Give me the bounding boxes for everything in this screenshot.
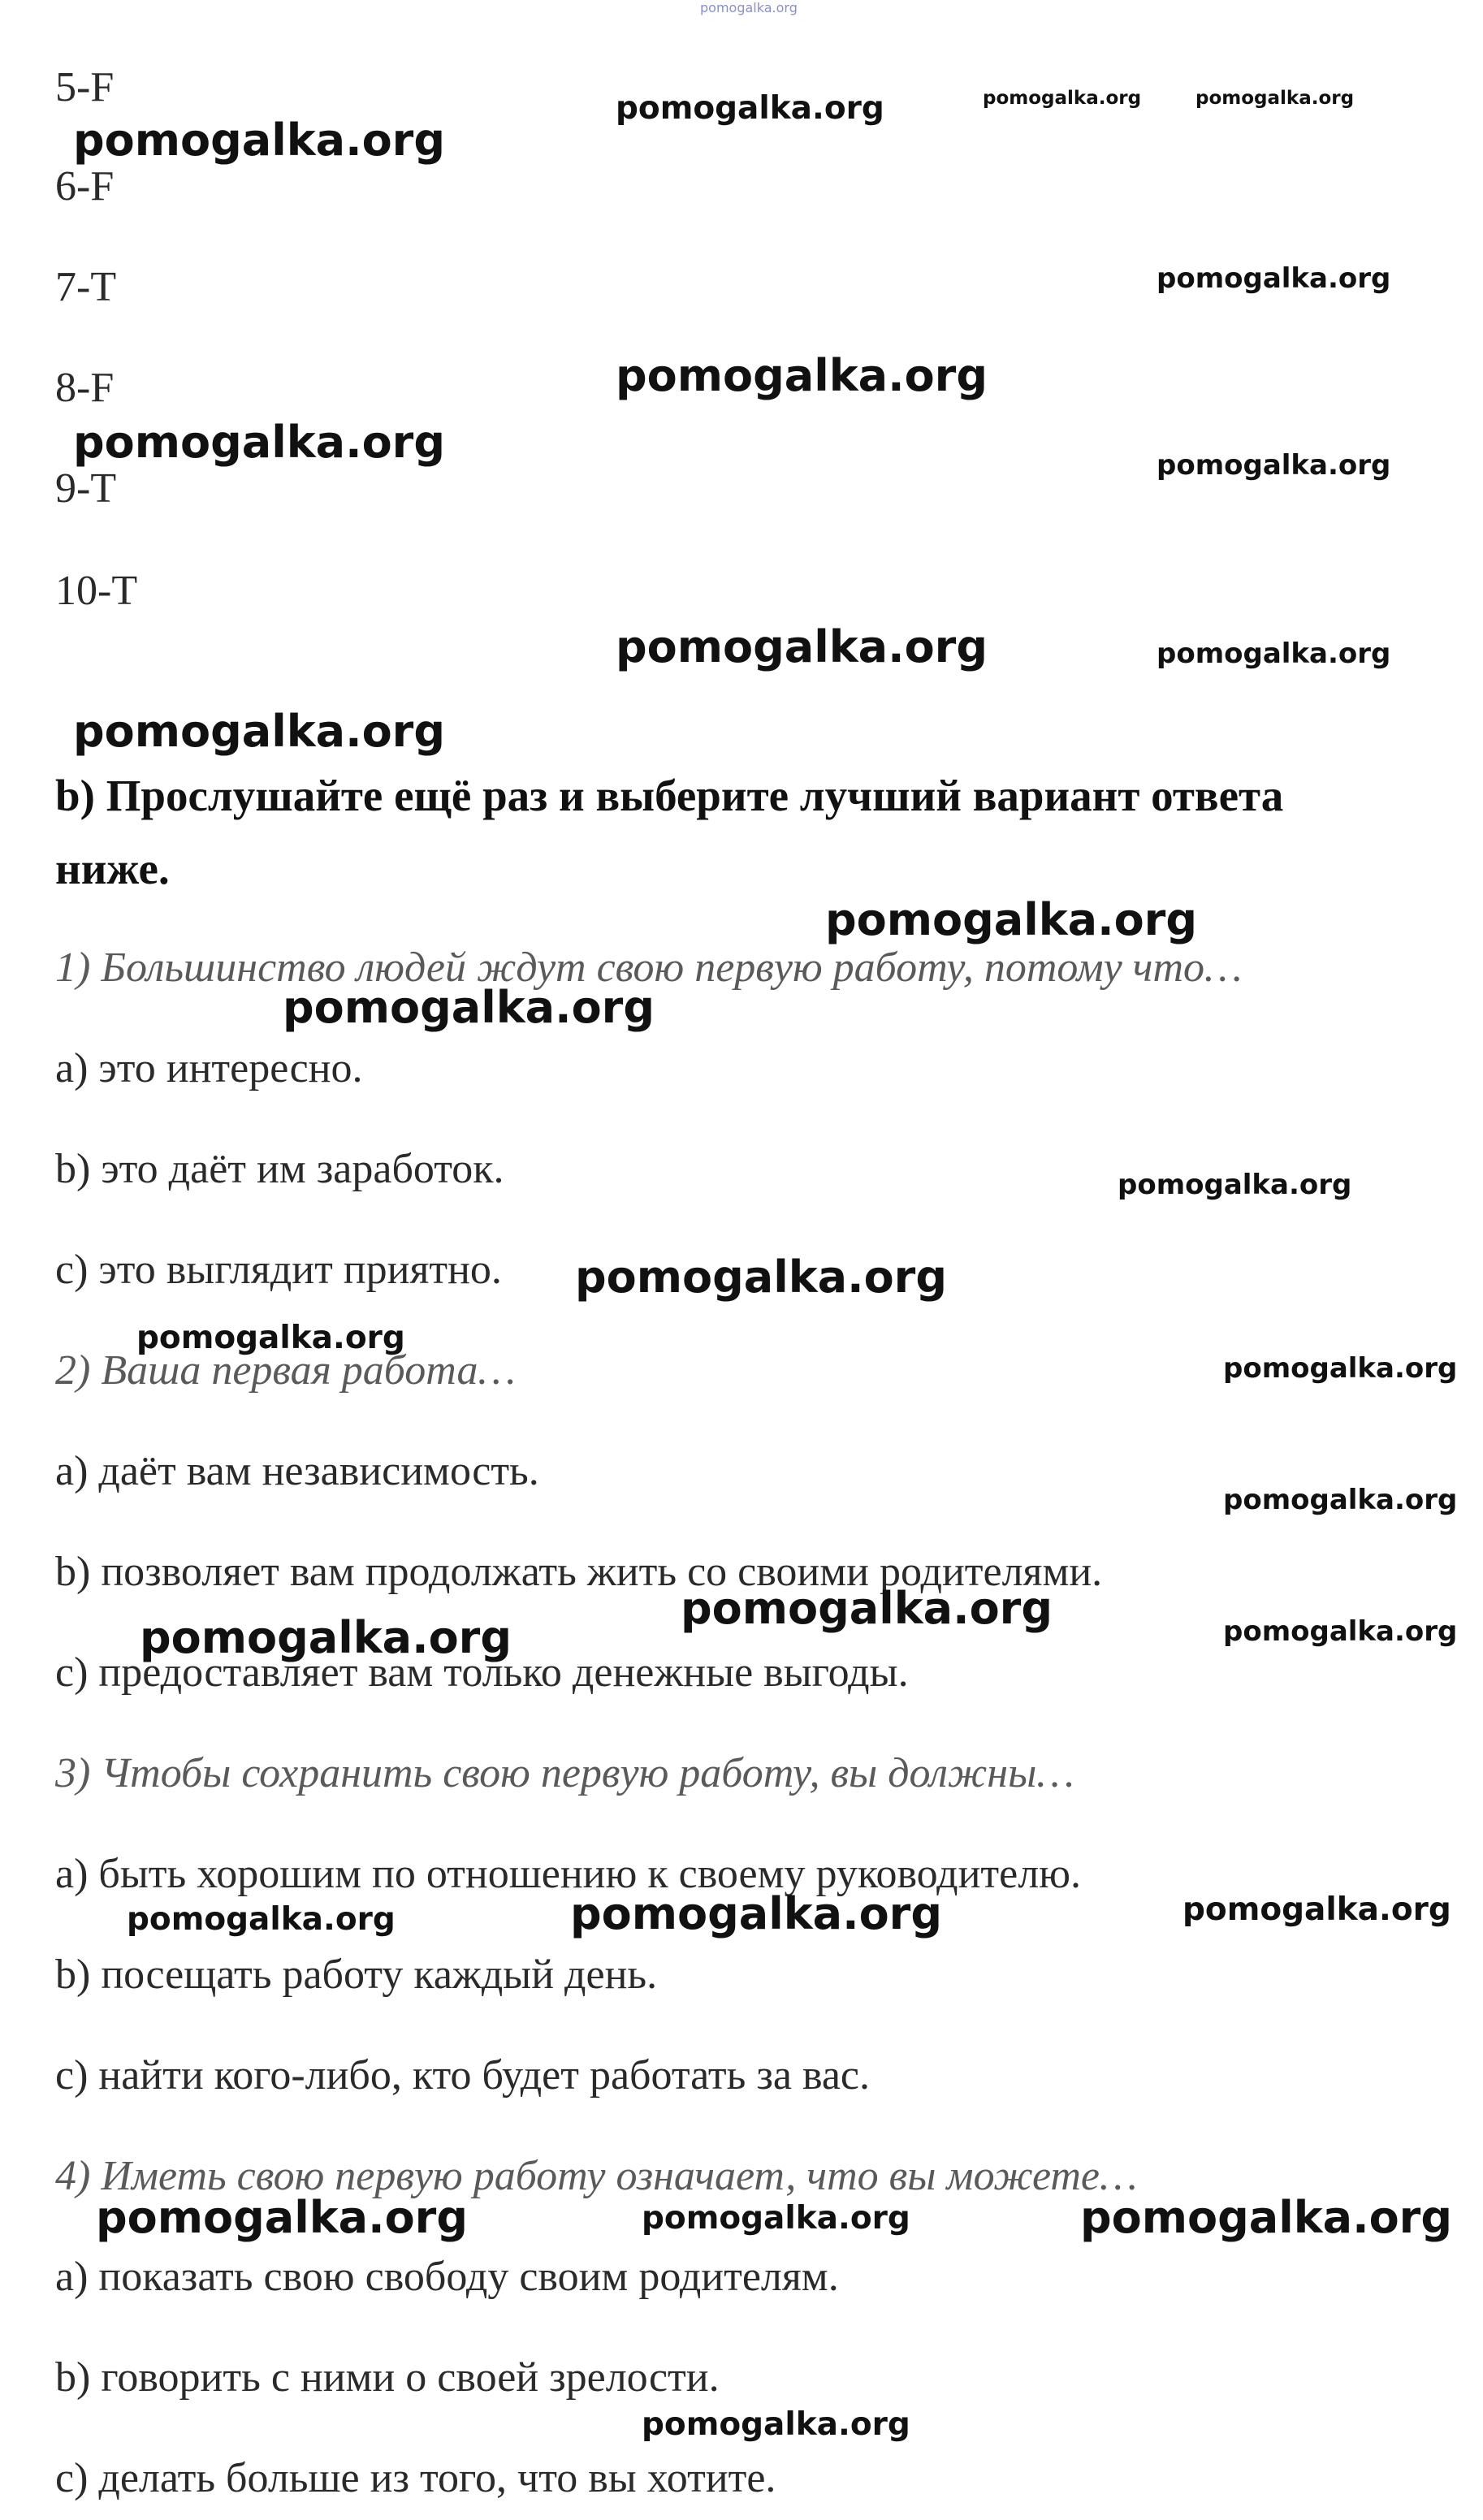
question-2-option-b: b) позволяет вам продолжать жить со своими родителями.	[55, 1549, 1103, 1595]
watermark: pomogalka.org	[1195, 88, 1355, 109]
answer-5: 5-F	[55, 64, 115, 110]
watermark: pomogalka.org	[283, 982, 655, 1033]
question-4-prompt: 4) Иметь свою первую работу означает, что вы можете…	[55, 2153, 1138, 2199]
watermark: pomogalka.org	[616, 621, 988, 672]
question-4-option-a: a) показать свою свободу своим родителям.	[55, 2254, 839, 2300]
question-2-option-c: c) предоставляет вам только денежные выгоды.	[55, 1649, 909, 1696]
watermark: pomogalka.org	[1157, 449, 1391, 482]
answer-9: 9-T	[55, 465, 117, 512]
question-1-option-b: b) это даёт им заработок.	[55, 1146, 504, 1192]
watermark: pomogalka.org	[825, 894, 1197, 945]
section-heading-line2: ниже.	[55, 844, 170, 893]
watermark: pomogalka.org	[575, 1251, 947, 1303]
watermark: pomogalka.org	[642, 2406, 910, 2443]
watermark: pomogalka.org	[983, 88, 1142, 109]
question-2-option-a: a) даёт вам независимость.	[55, 1448, 539, 1494]
question-3-option-a: a) быть хорошим по отношению к своему руководителю.	[55, 1851, 1082, 1897]
watermark: pomogalka.org	[1080, 2192, 1452, 2243]
answer-6: 6-F	[55, 163, 115, 210]
watermark: pomogalka.org	[73, 417, 445, 468]
question-3-option-c: c) найти кого-либо, кто будет работать за вас.	[55, 2052, 871, 2099]
question-4-option-b: b) говорить с ними о своей зрелости.	[55, 2354, 720, 2401]
watermark: pomogalka.org	[136, 1320, 405, 1356]
question-3-option-b: b) посещать работу каждый день.	[55, 1952, 658, 1998]
watermark: pomogalka.org	[96, 2192, 468, 2243]
watermark: pomogalka.org	[1118, 1169, 1352, 1201]
question-2-prompt: 2) Ваша первая работа…	[55, 1347, 516, 1394]
question-1-option-c: c) это выглядит приятно.	[55, 1247, 502, 1293]
watermark: pomogalka.org	[73, 115, 445, 166]
watermark: pomogalka.org	[1223, 1352, 1458, 1385]
watermark: pomogalka.org	[642, 2200, 910, 2237]
answer-8: 8-F	[55, 365, 115, 411]
question-1-option-a: a) это интересно.	[55, 1045, 363, 1091]
watermark: pomogalka.org	[127, 1901, 396, 1938]
question-1-prompt: 1) Большинство людей ждут свою первую работу, потому что…	[55, 944, 1243, 991]
question-4-option-c: c) делать больше из того, что вы хотите.	[55, 2455, 776, 2501]
watermark: pomogalka.org	[616, 350, 988, 401]
watermark: pomogalka.org	[140, 1612, 512, 1663]
watermark: pomogalka.org	[570, 1888, 942, 1939]
question-3-prompt: 3) Чтобы сохранить свою первую работу, вы должны…	[55, 1750, 1074, 1796]
watermark: pomogalka.org	[1157, 262, 1391, 295]
watermark: pomogalka.org	[616, 90, 884, 127]
watermark: pomogalka.org	[73, 706, 445, 757]
answer-7: 7-T	[55, 264, 117, 310]
watermark: pomogalka.org	[1223, 1615, 1458, 1648]
watermark: pomogalka.org	[1157, 638, 1391, 670]
watermark: pomogalka.org	[681, 1583, 1053, 1634]
watermark: pomogalka.org	[700, 0, 798, 15]
watermark: pomogalka.org	[1183, 1891, 1451, 1928]
answer-10: 10-T	[55, 568, 138, 614]
section-heading-line1: b) Прослушайте ещё раз и выберите лучший вариант ответа	[55, 771, 1284, 820]
watermark: pomogalka.org	[1223, 1484, 1458, 1516]
